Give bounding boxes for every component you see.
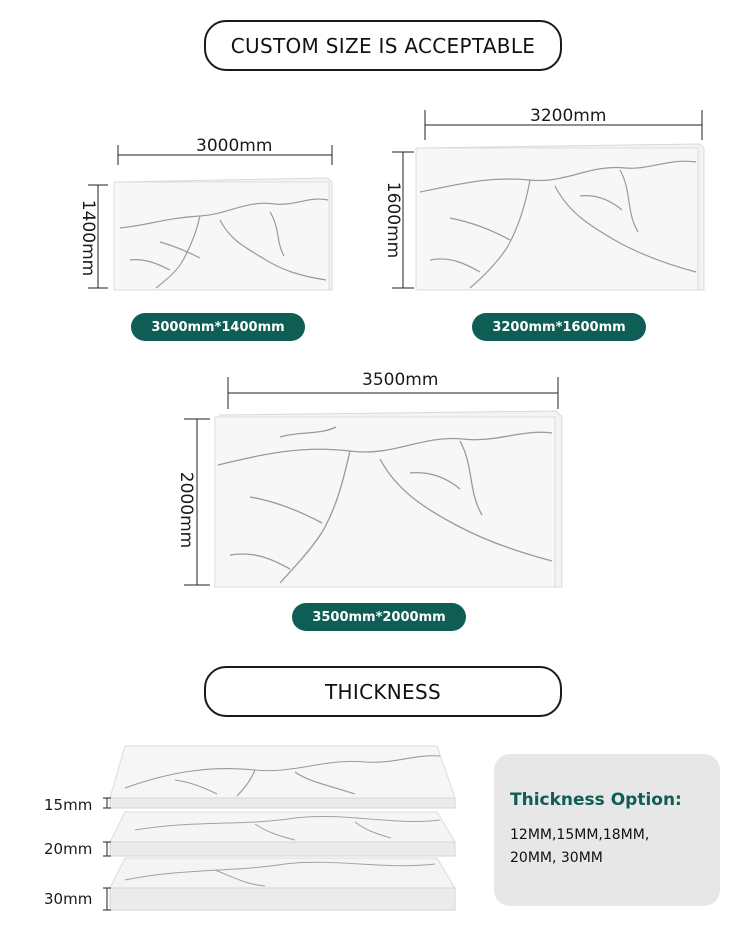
thickness-option-card [494, 754, 720, 906]
thickness-option-line-1: 12MM,15MM,18MM, [510, 827, 650, 843]
slab-3 [160, 365, 580, 595]
thickness-stack [95, 740, 465, 920]
thickness-label-20mm: 20mm [44, 840, 93, 858]
slab-3-width-label: 3500mm [362, 370, 439, 390]
thickness-option-title: Thickness Option: [510, 790, 682, 810]
slab-2-graphic [370, 100, 710, 300]
slab-2-size-badge: 3200mm*1600mm [472, 313, 646, 341]
slab-3-size-badge: 3500mm*2000mm [292, 603, 466, 631]
slab-3-height-label: 2000mm [176, 471, 197, 549]
slab-1-height-label: 1400mm [78, 199, 99, 277]
slab-3-graphic [160, 365, 580, 595]
slab-1-size-badge: 3000mm*1400mm [131, 313, 305, 341]
slab-2-height-label: 1600mm [383, 181, 404, 259]
custom-size-title: CUSTOM SIZE IS ACCEPTABLE [204, 20, 562, 71]
slab-1-width-label: 3000mm [196, 136, 273, 156]
slab-2-width-label: 3200mm [530, 106, 607, 126]
thickness-label-15mm: 15mm [44, 796, 93, 814]
thickness-title: THICKNESS [204, 666, 562, 717]
thickness-option-line-2: 20MM, 30MM [510, 850, 603, 866]
thickness-stack-graphic [95, 740, 465, 920]
thickness-label-30mm: 30mm [44, 890, 93, 908]
slab-2 [370, 100, 710, 300]
